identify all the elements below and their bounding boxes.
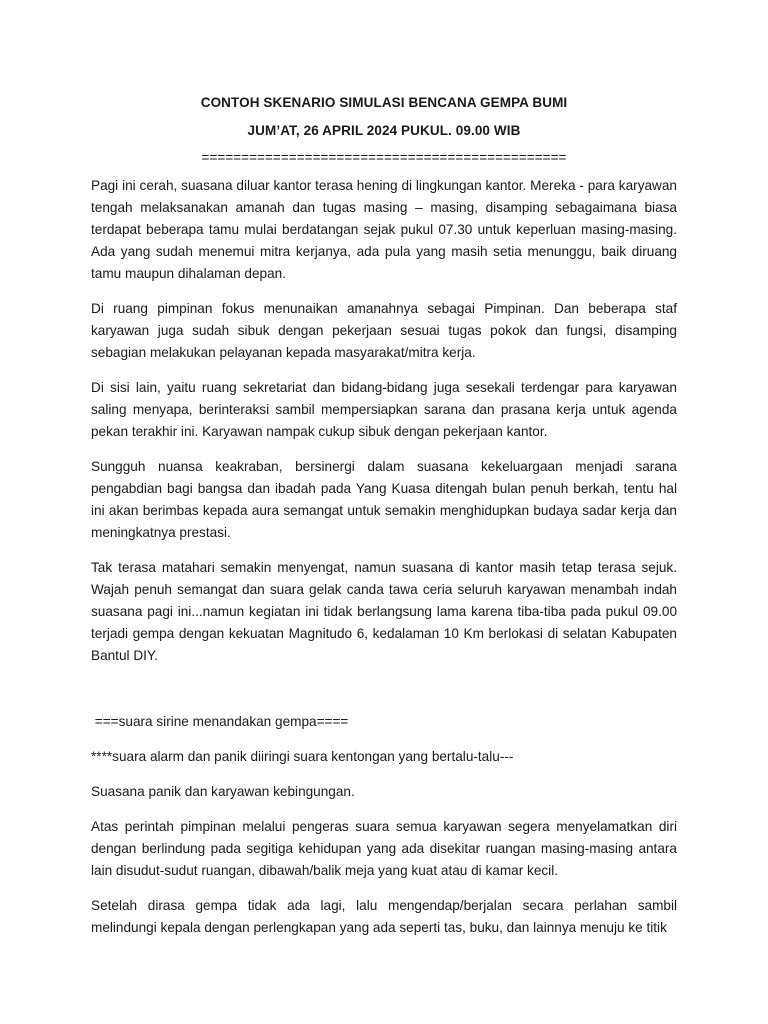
document-title: CONTOH SKENARIO SIMULASI BENCANA GEMPA BUMI bbox=[200, 95, 568, 110]
panic-line: Suasana panik dan karyawan kebingungan. bbox=[91, 784, 355, 799]
siren-line: ===suara sirine menandakan gempa==== bbox=[91, 714, 349, 729]
paragraph-togetherness: Sungguh nuansa keakraban, bersinergi dalam suasana kekeluargaan menjadi sarana pengabdian bagi bangsa dan ibadah pada Yang Kuasa ditengah bulan penuh berkah, tentu hal ini akan berimbas kepada aura semangat untuk semakin menghidupkan budaya sadar kerja dan meningkatnya prestasi. bbox=[91, 459, 677, 540]
paragraph-after-quake: Setelah dirasa gempa tidak ada lagi, lalu mengendap/berjalan secara perlahan sambil melindungi kepala dengan perlengkapan yang ada seperti tas, buku, dan lainnya menuju ke titik bbox=[91, 898, 677, 935]
paragraph-leadership: Di ruang pimpinan fokus menunaikan amanahnya sebagai Pimpinan. Dan beberapa staf karyawan juga sudah sibuk dengan pekerjaan sesuai tugas pokok dan fungsi, disamping sebagian melakukan pelayanan kepada masyarakat/mitra kerja. bbox=[91, 301, 677, 360]
paragraph-evacuation-order: Atas perintah pimpinan melalui pengeras suara semua karyawan segera menyelamatkan diri dengan berlindung pada segitiga kehidupan yang ada disekitar ruangan masing-masing antara lain disudut-sudut ruangan, dibawah/balik meja yang kuat atau di kamar kecil. bbox=[91, 819, 677, 878]
document-subtitle: JUM’AT, 26 APRIL 2024 PUKUL. 09.00 WIB bbox=[247, 123, 521, 138]
alarm-line: ****suara alarm dan panik diiringi suara kentongan yang bertalu-talu--- bbox=[91, 749, 514, 764]
document-body bbox=[91, 175, 677, 952]
spacer bbox=[91, 680, 677, 711]
separator-line: ============================================== bbox=[201, 150, 567, 165]
paragraph-secretariat: Di sisi lain, yaitu ruang sekretariat dan bidang-bidang juga sesekali terdengar para karyawan saling menyapa, berinteraksi sambil mempersiapkan sarana dan prasana kerja untuk agenda pekan terakhir ini. Karyawan nampak cukup sibuk dengan pekerjaan kantor. bbox=[91, 380, 677, 439]
paragraph-earthquake: Tak terasa matahari semakin menyengat, namun suasana di kantor masih tetap terasa sejuk. Wajah penuh semangat dan suara gelak canda tawa ceria seluruh karyawan menambah indah suasana pagi ini...namun kegiatan ini tidak berlangsung lama karena tiba-tiba pada pukul 09.00 terjadi gempa dengan kekuatan Magnitudo 6, kedalaman 10 Km berlokasi di selatan Kabupaten Bantul DIY. bbox=[91, 560, 677, 663]
paragraph-morning: Pagi ini cerah, suasana diluar kantor terasa hening di lingkungan kantor. Mereka - para karyawan tengah melaksanakan amanah dan tugas masing – masing, disamping sebagaimana biasa terdapat beberapa tamu mulai berdatangan sejak pukul 07.30 untuk keperluan masing-masing. Ada yang sudah menemui mitra kerjanya, ada pula yang masih setia menunggu, baik diruang tamu maupun dihalaman depan. bbox=[91, 178, 677, 281]
